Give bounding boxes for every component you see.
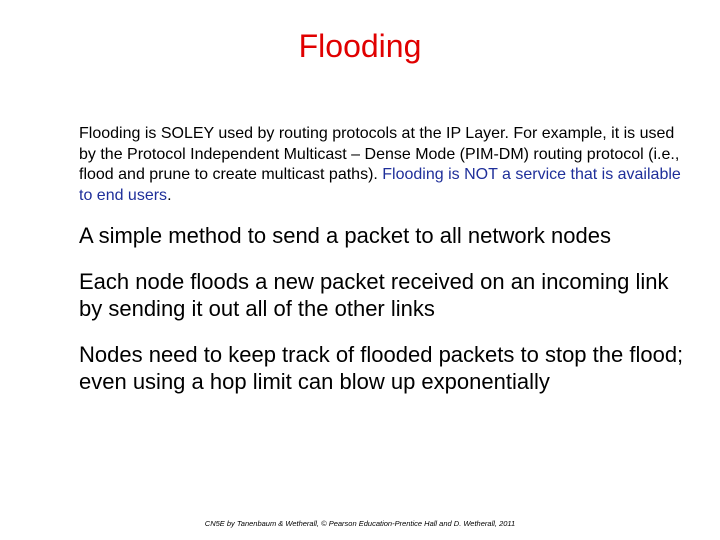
paragraph-each-node-floods: Each node floods a new packet received on an incoming link by sending it out all of the other links: [79, 269, 669, 321]
paragraph-track-flooded-packets: Nodes need to keep track of flooded packets to stop the flood; even using a hop limit can blow up exponentially: [79, 342, 684, 394]
slide-footer-copyright: CN5E by Tanenbaum & Wetherall, © Pearson Education-Prentice Hall and D. Wetherall, 2011: [204, 519, 516, 528]
highlighted-text: Flooding is NOT a service that is available to end users: [79, 166, 681, 204]
paragraph-text: Flooding is SOLEY used by routing protocols at the IP Layer. For example, it is used by the Protocol Independent Multicast – Dense Mode (PIM-DM) routing protocol (i.e., flood and prune to create multicast paths).: [79, 125, 680, 183]
paragraph-period: .: [167, 186, 172, 204]
paragraph-flooding-ip-layer: [79, 124, 689, 206]
paragraph-simple-method: A simple method to send a packet to all network nodes: [79, 223, 611, 248]
slide-title: Flooding: [298, 28, 422, 64]
slide-body: [79, 124, 689, 414]
